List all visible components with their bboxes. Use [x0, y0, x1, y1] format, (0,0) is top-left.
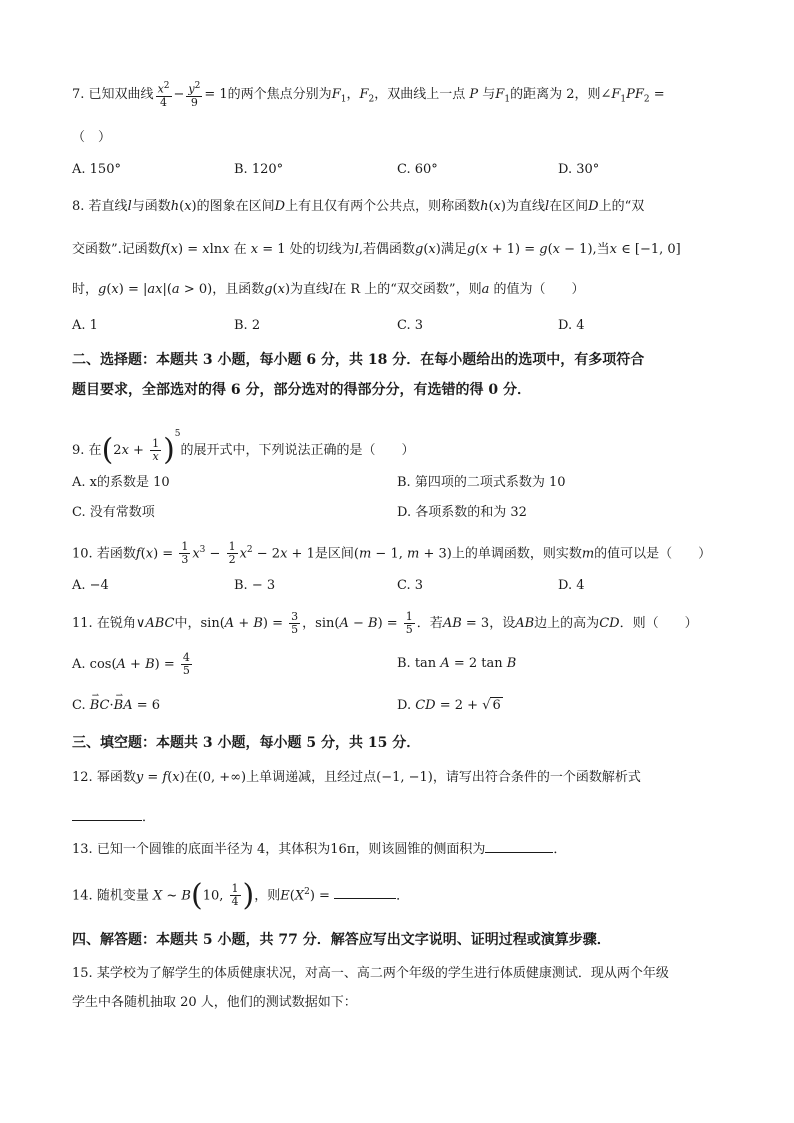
q8-option-a: A. 1 [72, 318, 98, 333]
section-3-heading: 三、填空题：本题共 3 小题，每小题 5 分，共 15 分． [72, 735, 421, 751]
question-number: 12. [72, 770, 93, 785]
question-12-answer-line: ． [72, 806, 155, 828]
question-11: 11. 在锐角∨ABC中，sin(A + B) = $\frac{3}{5}$ ，sin(A − B) = $\frac{1}{5}$ ．若AB = 3，设AB边上的高为CD．则（ ） [72, 610, 698, 636]
q7-option-d: D. 30° [558, 162, 600, 177]
q9-option-b: B. 第四项的二项式系数为 10 [397, 475, 566, 490]
question-number: 15. [72, 966, 93, 981]
q11-option-c: C. ⇀ BC·⇀ BA = 6 [72, 696, 160, 716]
question-12: 12. 幂函数y = f(x)在(0, +∞)上单调递减，且经过点(−1, −1)，请写出符合条件的一个函数解析式 [72, 770, 641, 785]
q9-option-c: C. 没有常数项 [72, 505, 155, 520]
q11-option-b: B. tan A = 2 tan B [397, 656, 517, 671]
question-8-line-1: 8. 若直线l与函数h(x)的图象在区间D上有且仅有两个公共点，则称函数h(x)为直线l在区间D上的“双 [72, 199, 645, 214]
q9-option-d: D. 各项系数的和为 32 [397, 505, 527, 520]
q8-option-b: B. 2 [234, 318, 261, 333]
question-14: 14. 随机变量 X ~ B(10, $\frac{1}{4}$ )，则$E(X^2)$ = ． [72, 877, 410, 913]
q10-option-d: D. 4 [558, 578, 585, 593]
answer-blank[interactable] [485, 838, 553, 853]
question-number: 14. [72, 888, 93, 904]
question-8-line-3: 时，g(x) = |ax|(a > 0)，且函数g(x)为直线l在 R 上的“双交函数”，则a 的值为（ ） [72, 282, 585, 297]
question-number: 8. [72, 199, 85, 214]
q10-option-a: A. −4 [72, 578, 109, 593]
section-2-heading: 二、选择题：本题共 3 小题，每小题 6 分，共 18 分．在每小题给出的选项中，有多项符合 [72, 352, 645, 368]
answer-blank[interactable] [72, 806, 142, 821]
q11-option-d: D. CD = 2 + √ 6 [397, 698, 501, 713]
section-4-heading: 四、解答题：本题共 5 小题，共 77 分．解答应写出文字说明、证明过程或演算步骤． [72, 932, 611, 948]
question-7-paren: （ ） [72, 130, 112, 145]
q10-option-c: C. 3 [397, 578, 424, 593]
question-13: 13. 已知一个圆锥的底面半径为 4，其体积为16π，则该圆锥的侧面积为 ． [72, 838, 566, 860]
math-fraction: $\frac{x^2}{4}$ [157, 81, 170, 109]
question-number: 7. [72, 86, 85, 102]
question-15-line-1: 15. 某学校为了解学生的体质健康状况，对高一、高二两个年级的学生进行体质健康测试．现从两个年级 [72, 966, 669, 981]
question-8-line-2: 交函数”.记函数f(x) = xlnx 在 x = 1 处的切线为l,若偶函数g(x)满足g(x + 1) = g(x − 1),当x ∈ [−1, 0] [72, 242, 681, 257]
q10-option-b: B. − 3 [234, 578, 276, 593]
question-7: 7. 已知双曲线 $\frac{x^2}{4}$ − $\frac{y^2}{9}$ = 1的两个焦点分别为$F_1$，$F_2$，双曲线上一点 P 与$F_1$的距离为 2，则$\angle F_1PF_2$ = [72, 81, 665, 109]
question-number: 13. [72, 842, 93, 857]
question-number: 10. [72, 546, 93, 562]
q9-option-a: A. x的系数是 10 [72, 475, 170, 490]
q7-option-c: C. 60° [397, 162, 438, 177]
question-number: 11. [72, 616, 93, 631]
question-number: 9. [72, 443, 85, 458]
q11-option-a: A. cos(A + B) = $\frac{4}{5}$ [72, 651, 190, 677]
question-10: 10. 若函数f(x) = $\frac{1}{3}$ $x^3$ − $\frac{1}{2}$ $x^2 - 2x + 1$是区间(m − 1, m + 3)上的单调函数，则实数m的值可以是（ ） [72, 540, 712, 567]
math-fraction: $\frac{y^2}{9}$ [188, 81, 201, 109]
question-15-line-2: 学生中各随机抽取 20 人，他们的测试数据如下： [72, 995, 357, 1010]
question-9: 9. 在(2x + $\frac{1}{x}$ )$^5$的展开式中，下列说法正确的是（ ） [72, 429, 415, 468]
q7-option-b: B. 120° [234, 162, 284, 177]
q8-option-c: C. 3 [397, 318, 424, 333]
section-2-heading-cont: 题目要求，全部选对的得 6 分，部分选对的得部分分，有选错的得 0 分． [72, 382, 531, 398]
q7-option-a: A. 150° [72, 162, 121, 177]
answer-blank[interactable] [334, 884, 396, 899]
q8-option-d: D. 4 [558, 318, 585, 333]
